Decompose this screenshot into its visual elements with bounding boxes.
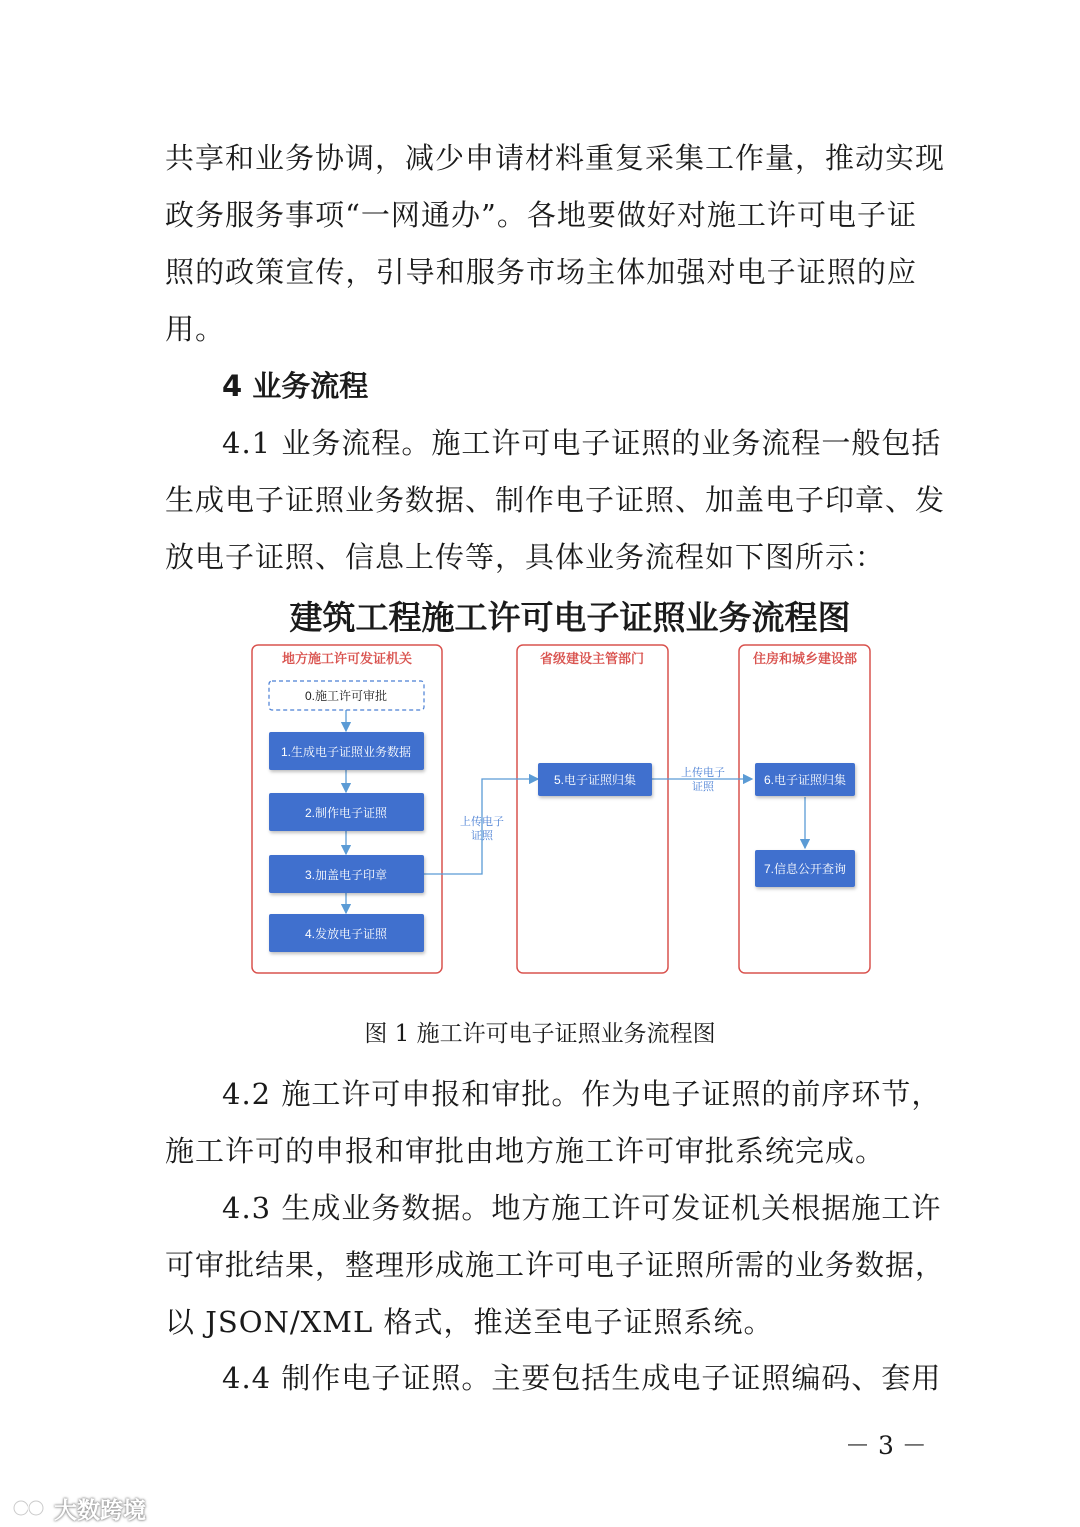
edge-label-upload-1a: 上传电子 <box>460 816 504 828</box>
lane-title-local: 地方施工许可发证机关 <box>281 651 413 666</box>
edge-label-upload-1b: 证照 <box>471 830 493 842</box>
text-line: 生成电子证照业务数据、制作电子证照、加盖电子印章、发 <box>165 483 946 517</box>
lane-title-province: 省级建设主管部门 <box>539 651 645 666</box>
text-line: 4.1 业务流程。施工许可电子证照的业务流程一般包括 <box>222 426 942 460</box>
section-heading: 4 业务流程 <box>222 369 369 403</box>
node-step1-label: 1.生成电子证照业务数据 <box>280 745 412 759</box>
node-step5-label: 5.电子证照归集 <box>553 773 637 787</box>
watermark-logo-icon <box>12 1496 48 1520</box>
text-line: 以 JSON/XML 格式，推送至电子证照系统。 <box>165 1305 774 1339</box>
text-line: 照的政策宣传，引导和服务市场主体加强对电子证照的应 <box>165 255 917 289</box>
node-step0-label: 0.施工许可审批 <box>304 689 388 703</box>
lane-province <box>517 645 668 973</box>
text-line: 政务服务事项“一网通办”。各地要做好对施工许可电子证 <box>165 198 917 232</box>
text-line: 4.3 生成业务数据。地方施工许可发证机关根据施工许 <box>222 1191 942 1225</box>
text-line: 放电子证照、信息上传等，具体业务流程如下图所示： <box>165 540 886 574</box>
edge-label-upload-2a: 上传电子 <box>681 767 725 779</box>
text-line: 4.4 制作电子证照。主要包括生成电子证照编码、套用 <box>222 1361 942 1395</box>
watermark <box>12 1493 146 1523</box>
edge-label-upload-2b: 证照 <box>692 781 714 793</box>
node-step2-label: 2.制作电子证照 <box>304 806 388 820</box>
page-number: － 3 － <box>845 1431 927 1460</box>
text-line: 共享和业务协调，减少申请材料重复采集工作量，推动实现 <box>165 141 946 175</box>
node-step7-label: 7.信息公开查询 <box>763 862 847 876</box>
figure-caption: 图 1 施工许可电子证照业务流程图 <box>364 1021 716 1047</box>
figure-title: 建筑工程施工许可电子证照业务流程图 <box>289 598 851 637</box>
text-line: 用。 <box>165 312 226 346</box>
text-line: 4.2 施工许可申报和审批。作为电子证照的前序环节， <box>222 1077 942 1111</box>
node-step3-label: 3.加盖电子印章 <box>304 868 388 882</box>
lane-title-ministry: 住房和城乡建设部 <box>752 651 858 666</box>
text-line: 可审批结果，整理形成施工许可电子证照所需的业务数据， <box>165 1248 946 1282</box>
text-line: 施工许可的申报和审批由地方施工许可审批系统完成。 <box>165 1134 886 1168</box>
node-step6-label: 6.电子证照归集 <box>763 773 847 787</box>
node-step4-label: 4.发放电子证照 <box>304 927 388 941</box>
watermark-text: 大数跨境 <box>54 1497 146 1524</box>
